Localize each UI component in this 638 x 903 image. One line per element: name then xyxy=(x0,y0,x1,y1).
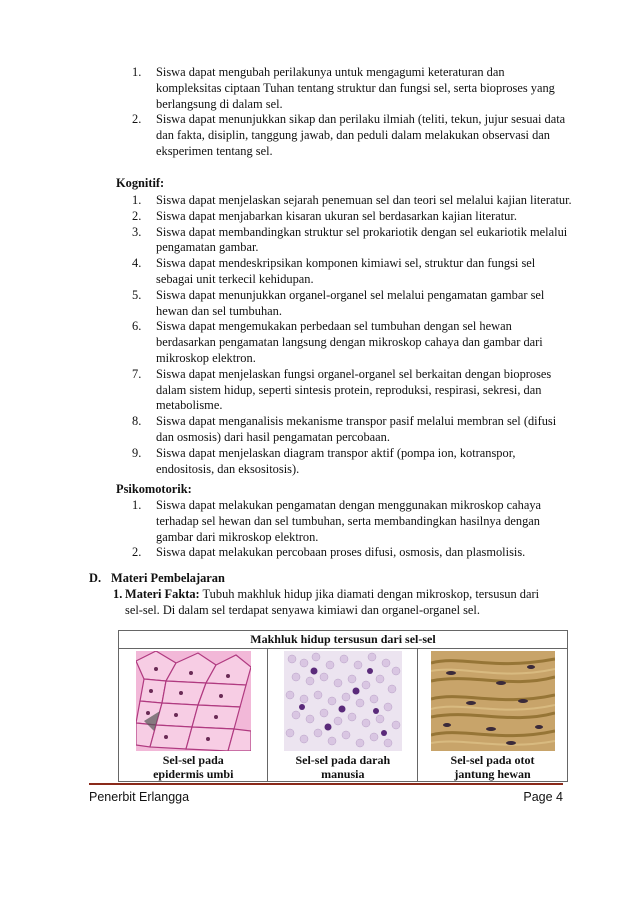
item-number: 9. xyxy=(132,445,142,460)
list-item xyxy=(132,414,572,446)
table-cell xyxy=(268,649,418,782)
item-text: Siswa dapat mengemukakan perbedaan sel tumbuhan dengan sel hewan berdasarkan pengamatan langsung dengan mikroskop cahaya dan gambar dari mikroskop elektron. xyxy=(156,319,543,365)
item-text: Siswa dapat menjelaskan sejarah penemuan sel dan teori sel melalui kajian literatur. xyxy=(156,193,572,207)
list-item xyxy=(132,288,572,320)
caption-line2: manusia xyxy=(321,767,365,781)
item-text: Siswa dapat menganalisis mekanisme transpor pasif melalui membran sel (difusi dan osmosis) dari hasil pengamatan percobaan. xyxy=(156,414,557,444)
item-text: Siswa dapat mengubah perilakunya untuk mengagumi keteraturan dan kompleksitas ciptaan Tuhan tentang struktur dan fungsi sel, serta bioproses yang berlangsung di dalam sel. xyxy=(156,65,555,111)
materi-heading xyxy=(89,571,225,587)
item-number: 6. xyxy=(132,319,142,334)
list-item xyxy=(132,545,572,561)
caption-line2: epidermis umbi xyxy=(153,767,234,781)
caption-line1: Sel-sel pada otot xyxy=(450,753,535,767)
item-number: 2. xyxy=(132,545,142,560)
materi-fakta xyxy=(113,587,563,619)
list-item xyxy=(132,193,572,209)
footer-publisher: Penerbit Erlangga xyxy=(89,790,190,804)
item-text: Siswa dapat membandingkan struktur sel prokariotik dengan sel eukariotik melalui pengamatan gambar. xyxy=(156,224,568,255)
list-item xyxy=(132,319,572,366)
item-number: 5. xyxy=(132,287,142,302)
footer-page-number: Page 4 xyxy=(523,790,563,804)
item-number: 7. xyxy=(132,366,142,381)
item-text: Siswa dapat menjabarkan kisaran ukuran sel berdasarkan kajian literatur. xyxy=(156,208,517,223)
cell-caption xyxy=(418,753,567,781)
cell-caption xyxy=(268,753,417,781)
list-item xyxy=(132,367,572,414)
item-text: Siswa dapat menjelaskan fungsi organel-organel sel berkaitan dengan bioproses dalam sistem hidup, seperti sintesis protein, reproduksi, respirasi, sekresi, dan metabolisme. xyxy=(156,366,552,413)
item-number: 4. xyxy=(132,256,142,271)
item-number: 3. xyxy=(132,224,142,239)
list-item xyxy=(132,256,572,288)
item-text: Siswa dapat menunjukkan organel-organel sel melalui pengamatan gambar sel hewan dan sel tumbuhan. xyxy=(156,287,545,318)
fakta-label: Materi Fakta: xyxy=(125,587,200,601)
item-text: Siswa dapat menunjukkan sikap dan perilaku ilmiah (teliti, tekun, jujur sesuai data dan fakta, disiplin, tanggung jawab, dan peduli dalam melakukan observasi dan eksperimen tentang sel. xyxy=(156,112,566,158)
fakta-text-line1: Tubuh makhluk hidup jika diamati dengan mikroskop, tersusun dari xyxy=(202,587,540,601)
fakta-text-line2: sel-sel. Di dalam sel terdapat senyawa kimiawi dan organel-organel sel. xyxy=(125,602,480,617)
blood-micrograph xyxy=(284,651,402,751)
table-header: Makhluk hidup tersusun dari sel-sel xyxy=(119,631,568,649)
list-item xyxy=(132,112,572,159)
kognitif-heading: Kognitif: xyxy=(116,176,165,190)
item-text: Siswa dapat mendeskripsikan komponen kimiawi sel, struktur dan fungsi sel sebagai unit terkecil kehidupan. xyxy=(156,256,536,286)
afektif-list xyxy=(132,65,572,160)
heart-muscle-micrograph xyxy=(431,651,555,751)
section-letter: D. xyxy=(89,571,102,585)
table-cell xyxy=(119,649,268,782)
caption-line1: Sel-sel pada xyxy=(162,753,224,767)
psikomotorik-list xyxy=(132,498,572,561)
list-item xyxy=(132,209,572,225)
footer-rule xyxy=(89,783,563,785)
list-item xyxy=(132,65,572,112)
item-text: Siswa dapat menjelaskan diagram transpor aktif (pompa ion, kotranspor, endositosis, dan eksositosis). xyxy=(156,445,516,476)
item-number: 1. xyxy=(113,587,123,601)
cell-caption xyxy=(119,753,267,781)
item-number: 2. xyxy=(132,112,142,127)
item-number: 8. xyxy=(132,414,142,429)
table-cell xyxy=(418,649,568,782)
list-item xyxy=(132,225,572,257)
item-text: Siswa dapat melakukan percobaan proses difusi, osmosis, dan plasmolisis. xyxy=(156,545,526,560)
item-number: 2. xyxy=(132,208,142,223)
caption-line1: Sel-sel pada darah xyxy=(295,753,391,767)
list-item xyxy=(132,498,572,545)
item-number: 1. xyxy=(132,65,142,79)
cells-table xyxy=(118,630,568,782)
section-title: Materi Pembelajaran xyxy=(111,571,225,585)
item-number: 1. xyxy=(132,498,142,512)
item-number: 1. xyxy=(132,193,142,207)
list-item xyxy=(132,446,572,478)
item-text: Siswa dapat melakukan pengamatan dengan menggunakan mikroskop cahaya terhadap sel hewan dan sel tumbuhan, serta membandingkan hasilnya dengan gambar dari mikroskop elektron. xyxy=(156,498,542,544)
epidermis-micrograph xyxy=(136,651,251,751)
psikomotorik-heading: Psikomotorik: xyxy=(116,482,192,496)
caption-line2: jantung hewan xyxy=(454,767,531,781)
kognitif-list xyxy=(132,193,572,477)
